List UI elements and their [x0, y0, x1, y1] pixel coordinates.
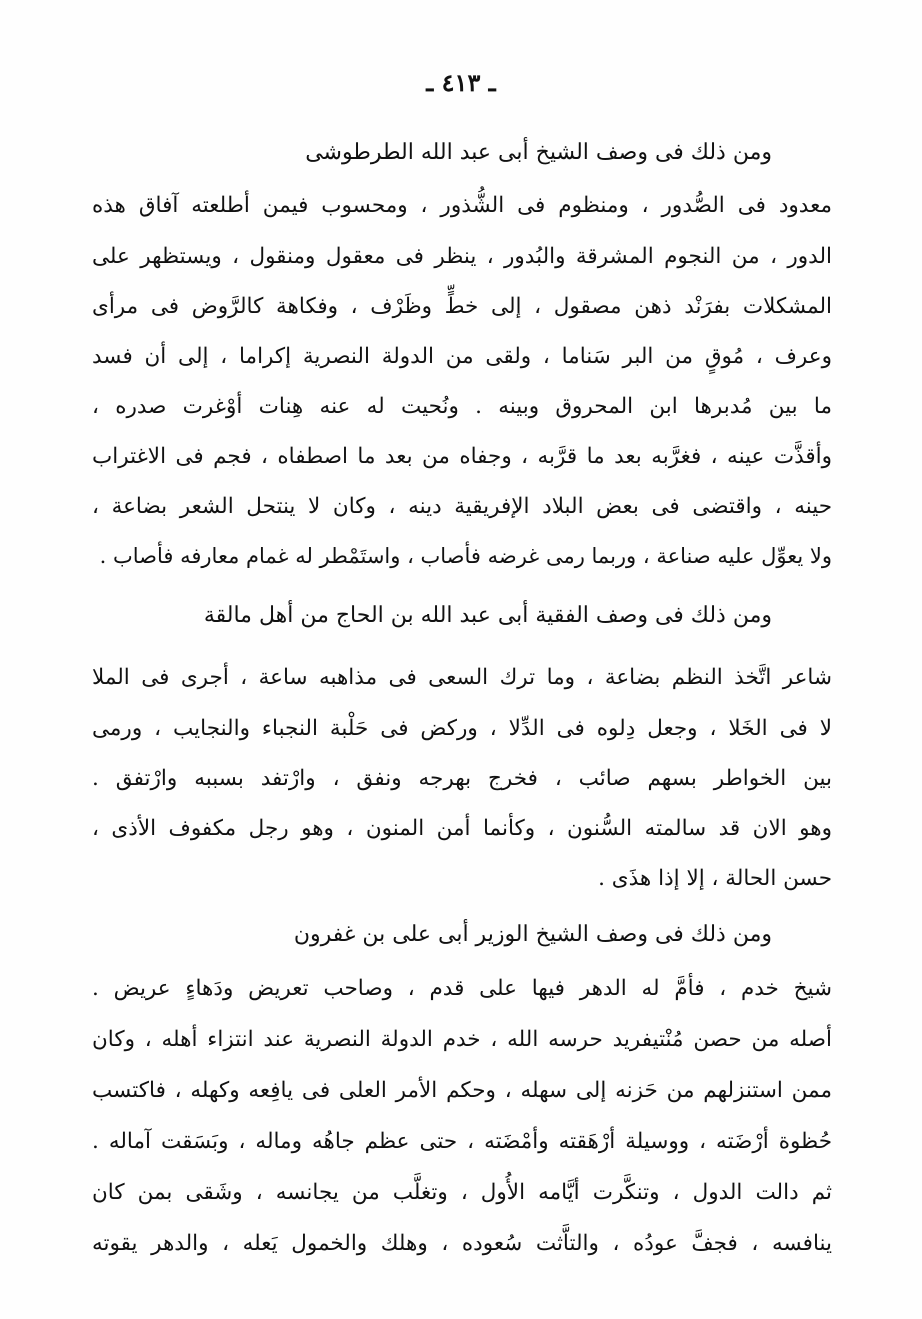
- section-heading-2: ومن ذلك فى وصف الفقية أبى عبد الله بن الحاج من أهل مالقة: [203, 603, 772, 628]
- page-number: ـ ٤١٣ ـ: [426, 68, 496, 97]
- text-line: أصله من حصن مُنْتيفريد حرسه الله ، خدم الدولة النصرية عند انتزاء أهله ، وكان: [92, 1027, 832, 1052]
- text-line: حسن الحالة ، إلا إذا هذَى .: [598, 866, 832, 891]
- text-line: المشكلات بفرَنْد ذهن مصقول ، إلى خطٍّ وظَرْف ، وفكاهة كالرَّوض فى مرأى: [92, 294, 832, 319]
- text-line: وهو الان قد سالمته السُّنون ، وكأنما أمن المنون ، وهو رجل مكفوف الأذى ،: [92, 816, 832, 841]
- text-line: حينه ، واقتضى فى بعض البلاد الإفريقية دينه ، وكان لا ينتحل الشعر بضاعة ،: [92, 494, 832, 519]
- text-line: معدود فى الصُّدور ، ومنظوم فى الشُّذور ، ومحسوب فيمن أطلعته آفاق هذه: [92, 193, 832, 218]
- text-line: حُظوة أرْضَته ، ووسيلة أرْهَقته وأمْضَته ، حتى عظم جاهُه وماله ، وبَسَقت آماله .: [92, 1129, 832, 1154]
- text-line: شاعر اتَّخذ النظم بضاعة ، وما ترك السعى فى مذاهبه ساعة ، أجرى فى الملا: [92, 665, 832, 690]
- text-line: ولا يعوِّل عليه صناعة ، وربما رمى غرضه فأصاب ، واستَمْطر له غمام معارفه فأصاب .: [99, 544, 832, 568]
- text-line: بين الخواطر بسهم صائب ، فخرج بهرجه ونفق ، وارْتفد بسببه وارْتفق .: [92, 766, 832, 791]
- text-line: وعرف ، مُوقٍ من البر سَناما ، ولقى من الدولة النصرية إكراما ، إلى أن فسد: [92, 344, 832, 369]
- text-line: ممن استنزلهم من حَزنه إلى سهله ، وحكم الأمر العلى فى يافِعه وكهله ، فاكتسب: [92, 1078, 832, 1103]
- text-line: ينافسه ، فجفَّ عودُه ، والتاَّثت سُعوده ، وهلك والخمول يَعله ، والدهر يقوته: [92, 1231, 832, 1256]
- text-line: شيخ خدم ، فأمَّ له الدهر فيها على قدم ، وصاحب تعريض ودَهاءٍ عريض .: [92, 976, 832, 1001]
- text-line: الدور ، من النجوم المشرقة والبُدور ، ينظر فى معقول ومنقول ، ويستظهر على: [92, 244, 832, 269]
- text-line: ثم دالت الدول ، وتنكَّرت أيَّامه الأُول ، وتغلَّب من يجانسه ، وشَقى بمن كان: [92, 1180, 832, 1205]
- section-heading-1: ومن ذلك فى وصف الشيخ أبى عبد الله الطرطوشى: [305, 140, 772, 165]
- text-line: وأقذَّت عينه ، فغرَّبه بعد ما قرَّبه ، وجفاه من بعد ما اصطفاه ، فجم فى الاغتراب: [92, 444, 832, 469]
- text-line: لا فى الخَلا ، وجعل دِلوه فى الدِّلا ، وركض فى حَلْبة النجباء والنجايب ، ورمى: [92, 716, 832, 741]
- section-heading-3: ومن ذلك فى وصف الشيخ الوزير أبى على بن غفرون: [293, 922, 772, 947]
- text-line: ما بين مُدبرها ابن المحروق وبينه . ونُحيت له عنه هِنات أوْغرت صدره ،: [92, 394, 832, 419]
